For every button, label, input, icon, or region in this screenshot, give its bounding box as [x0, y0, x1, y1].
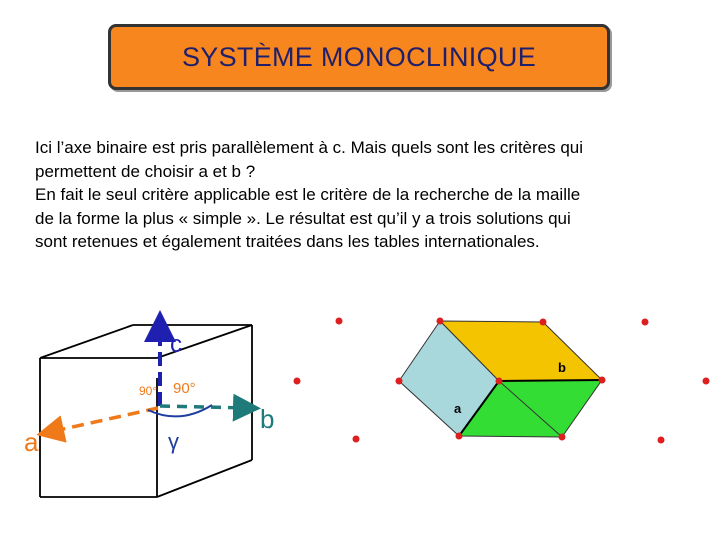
lattice-vector-b	[499, 380, 602, 381]
paragraph-line: Ici l’axe binaire est pris parallèlement à c. Mais quels sont les critères qui	[35, 138, 584, 157]
lattice-b-label: b	[558, 360, 566, 375]
lattice-point	[336, 318, 343, 325]
lattice-point	[703, 378, 710, 385]
a-axis-label: a	[24, 427, 39, 457]
lattice-point	[599, 377, 606, 384]
gamma-label: γ	[168, 429, 179, 454]
paragraph-line: de la forme la plus « simple ». Le résultat est qu’il y a trois solutions qui	[35, 208, 571, 228]
b-axis-arrow	[160, 406, 247, 408]
paragraph-line: En fait le seul critère applicable est le critère de la recherche de la maille	[35, 185, 581, 204]
paragraph-line: permettent de choisir a et b ?	[35, 161, 256, 181]
slide-title: SYSTÈME MONOCLINIQUE	[181, 41, 537, 72]
a-axis-arrow	[50, 408, 158, 432]
cell-edges	[40, 325, 252, 497]
lattice-point	[456, 433, 463, 440]
lattice-a-label: a	[454, 401, 462, 416]
lattice-point	[658, 437, 665, 444]
lattice-point	[396, 378, 403, 385]
lattice-point	[540, 319, 547, 326]
angle-right-label: 90°	[173, 380, 196, 397]
lattice-point	[353, 436, 360, 443]
b-axis-label: b	[260, 404, 275, 434]
lattice-point	[496, 378, 503, 385]
lattice-point	[642, 319, 649, 326]
paragraph-line: sont retenues et également traitées dans les tables internationales.	[35, 232, 540, 251]
lattice-point	[559, 434, 566, 441]
monoclinic-cell	[24, 325, 274, 497]
lattice-point	[437, 318, 444, 325]
angle-left-label: 90°	[139, 384, 158, 398]
c-axis-label: c	[170, 331, 182, 358]
lattice-diagram	[294, 318, 710, 444]
lattice-point	[294, 378, 301, 385]
